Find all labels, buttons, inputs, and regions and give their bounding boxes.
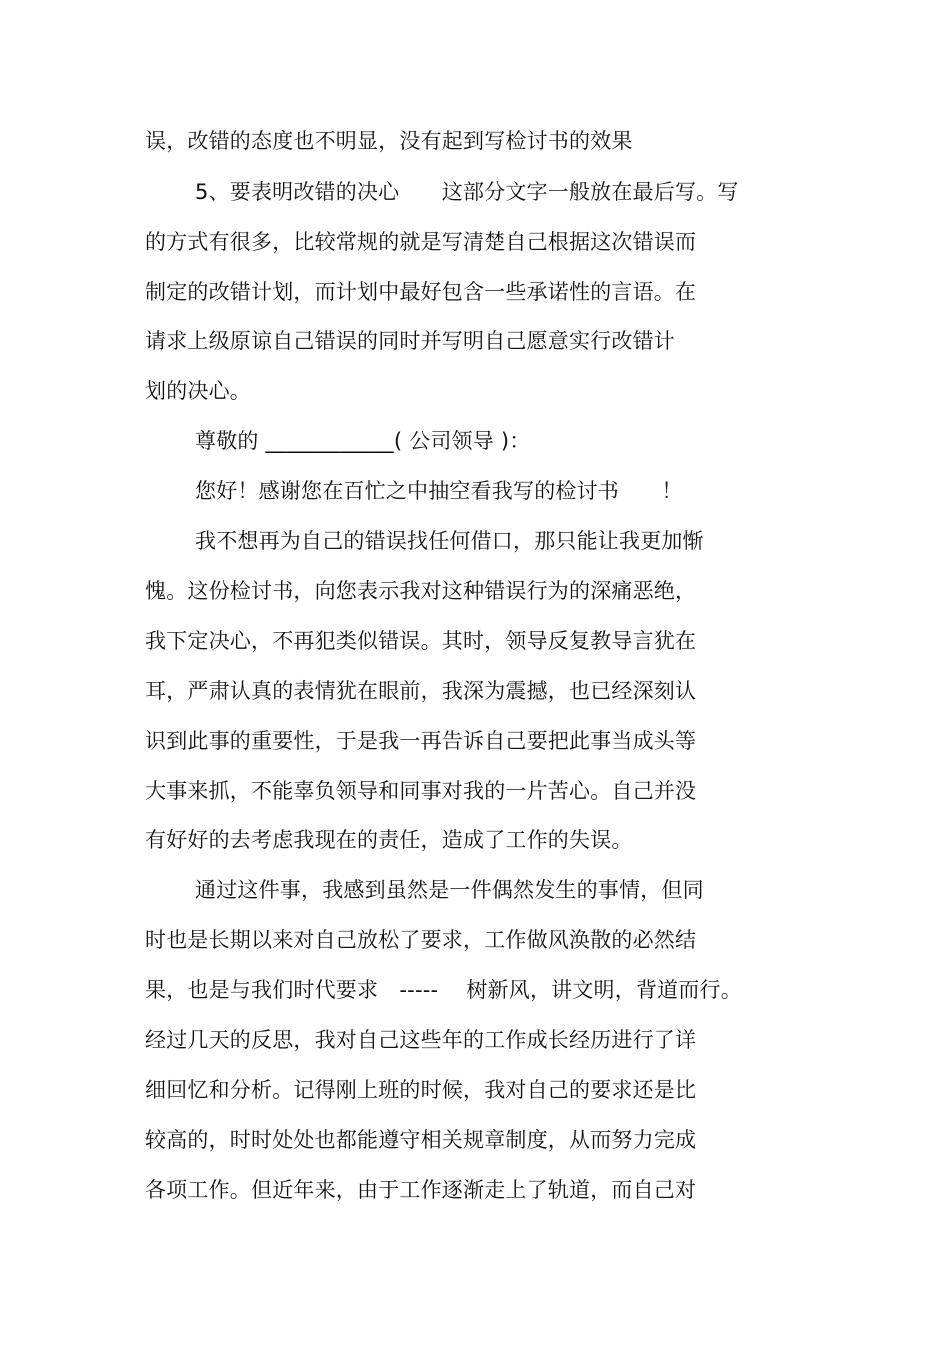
text-line: 我不想再为自己的错误找任何借口，那只能让我更加惭 — [195, 529, 704, 553]
salutation: 尊敬的 ____________( 公司领导 )： — [195, 429, 531, 453]
text-line: 我下定决心，不再犯类似错误。其时，领导反复教导言犹在 — [145, 629, 697, 653]
text-line: 5、要表明改错的决心 这部分文字一般放在最后写。写 — [195, 180, 739, 204]
text-line: 的方式有很多，比较常规的就是写清楚自己根据这次错误而 — [145, 230, 697, 254]
text-line: 识到此事的重要性，于是我一再告诉自己要把此事当成头等 — [145, 729, 697, 753]
text-line: 请求上级原谅自己错误的同时并写明自己愿意实行改错计 — [145, 329, 675, 353]
text-line: 时也是长期以来对自己放松了要求，工作做风涣散的必然结 — [145, 928, 697, 952]
text-line: 有好好的去考虑我现在的责任，造成了工作的失误。 — [145, 828, 633, 852]
text-line: 大事来抓，不能辜负领导和同事对我的一片苦心。自己并没 — [145, 779, 697, 803]
greeting: 您好！感谢您在百忙之中抽空看我写的检讨书 ！ — [195, 479, 683, 503]
text-line: 果，也是与我们时代要求 ----- 树新风，讲文明，背道而行。 — [145, 978, 742, 1002]
text-line: 较高的，时时处处也都能遵守相关规章制度，从而努力完成 — [145, 1128, 697, 1152]
text-line: 各项工作。但近年来，由于工作逐渐走上了轨道，而自己对 — [145, 1178, 697, 1202]
text-line: 划的决心。 — [145, 379, 251, 403]
text-line: 耳，严肃认真的表情犹在眼前，我深为震撼，也已经深刻认 — [145, 679, 697, 703]
text-line: 制定的改错计划，而计划中最好包含一些承诺性的言语。在 — [145, 280, 697, 304]
text-line: 误，改错的态度也不明显，没有起到写检讨书的效果 — [145, 129, 633, 153]
text-line: 通过这件事，我感到虽然是一件偶然发生的事情，但同 — [195, 878, 704, 902]
text-line: 细回忆和分析。记得刚上班的时候，我对自己的要求还是比 — [145, 1078, 697, 1102]
text-line: 愧。这份检讨书，向您表示我对这种错误行为的深痛恶绝， — [145, 579, 697, 603]
text-line: 经过几天的反思，我对自己这些年的工作成长经历进行了详 — [145, 1028, 697, 1052]
